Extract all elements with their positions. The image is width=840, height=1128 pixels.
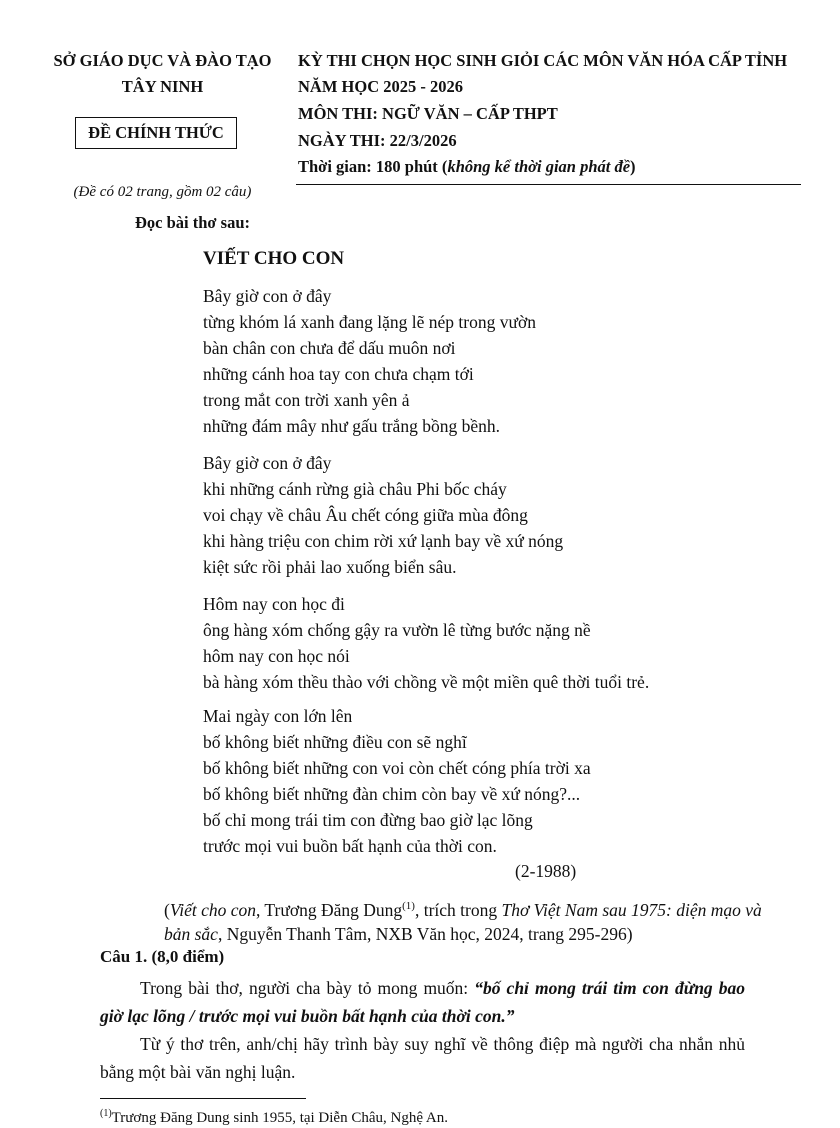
exam-subject: MÔN THI: NGỮ VĂN – CẤP THPT <box>298 104 558 123</box>
poem-title: VIẾT CHO CON <box>203 248 345 269</box>
poem-line: voi chạy về châu Âu chết cóng giữa mùa đông <box>203 505 528 525</box>
school-year: NĂM HỌC 2025 - 2026 <box>298 77 463 96</box>
duration-prefix: Thời gian: 180 phút ( <box>298 157 448 176</box>
poem-stanza-4 <box>203 703 591 859</box>
duration-note: không kể thời gian phát đề <box>447 157 631 176</box>
poem-line: bàn chân con chưa để dấu muôn nơi <box>203 338 456 358</box>
poem-line: bố không biết những điều con sẽ nghĩ <box>203 732 467 752</box>
duration-suffix: ) <box>630 157 636 176</box>
task-text: Từ ý thơ trên, anh/chị hãy trình bày suy nghĩ về thông điệp mà người cha nhắn nhủ bằng một bài văn nghị luận. <box>100 1034 745 1082</box>
question-1-prompt <box>100 974 745 1030</box>
footnote <box>100 1104 448 1128</box>
footnote-ref: (1) <box>402 900 415 912</box>
poem-line: bà hàng xóm thều thào với chồng về một miền quê thời tuổi trẻ. <box>203 672 650 692</box>
poem-line: Bây giờ con ở đây <box>203 453 332 473</box>
poem-line: Mai ngày con lớn lên <box>203 706 353 726</box>
poem-line: ông hàng xóm chống gậy ra vườn lê từng bước nặng nề <box>203 620 591 640</box>
poem-date: (2-1988) <box>515 861 577 881</box>
reading-instruction: Đọc bài thơ sau: <box>135 213 251 232</box>
province-name: TÂY NINH <box>121 77 204 96</box>
question-1-task <box>100 1030 745 1086</box>
source-author: , Trương Đăng Dung <box>256 899 403 920</box>
poem-line: khi những cánh rừng già châu Phi bốc cháy <box>203 479 507 499</box>
footnote-divider <box>100 1098 306 1099</box>
exam-date: NGÀY THI: 22/3/2026 <box>298 131 457 150</box>
department-name: SỞ GIÁO DỤC VÀ ĐÀO TẠO <box>53 51 272 70</box>
source-rest: , Nguyễn Thanh Tâm, NXB Văn học, 2024, trang 295-296) <box>217 923 633 944</box>
source-book: Thơ Việt Nam sau 1975: diện mạo và bản sắc <box>164 899 762 944</box>
poem-line: trước mọi vui buồn bất hạnh của thời con. <box>203 836 497 856</box>
poem-stanza-3 <box>203 591 649 695</box>
poem-source <box>164 894 764 946</box>
poem-line: những cánh hoa tay con chưa chạm tới <box>203 364 474 384</box>
poem-line: những đám mây như gấu trắng bồng bềnh. <box>203 416 500 436</box>
poem-line: bố không biết những đàn chim còn bay về xứ nóng?... <box>203 784 581 804</box>
poem-line: trong mắt con trời xanh yên ả <box>203 390 410 410</box>
poem-stanza-1 <box>203 283 536 439</box>
poem-line: Hôm nay con học đi <box>203 594 345 614</box>
prompt-quote: “bố chỉ mong trái tim con đừng bao giờ lạc lõng / trước mọi vui buồn bất hạnh của thời con.” <box>100 978 746 1026</box>
page-note: (Đề có 02 trang, gồm 02 câu) <box>73 184 252 200</box>
source-open: ( <box>164 899 170 920</box>
footnote-text: Trương Đăng Dung sinh 1955, tại Diễn Châu, Nghệ An. <box>111 1110 448 1126</box>
poem-line: bố không biết những con voi còn chết cóng phía trời xa <box>203 758 591 778</box>
poem-stanza-2 <box>203 450 563 580</box>
prompt-lead: Trong bài thơ, người cha bày tỏ mong muốn: <box>140 978 475 998</box>
poem-line: bố chỉ mong trái tim con đừng bao giờ lạc lõng <box>203 810 533 830</box>
source-mid: , trích trong <box>414 899 502 920</box>
poem-line: từng khóm lá xanh đang lặng lẽ nép trong vườn <box>203 312 536 332</box>
poem-line: khi hàng triệu con chim rời xứ lạnh bay về xứ nóng <box>203 531 564 551</box>
poem-line: Bây giờ con ở đây <box>203 286 332 306</box>
poem-line: kiệt sức rồi phải lao xuống biển sâu. <box>203 557 457 577</box>
poem-line: hôm nay con học nói <box>203 646 350 666</box>
exam-duration <box>298 154 636 180</box>
official-exam-label: ĐỀ CHÍNH THỨC <box>75 117 237 149</box>
footnote-mark: (1) <box>100 1108 112 1119</box>
question-1-heading: Câu 1. (8,0 điểm) <box>100 947 225 966</box>
exam-title: KỲ THI CHỌN HỌC SINH GIỎI CÁC MÔN VĂN HÓA CẤP TỈNH <box>298 51 788 70</box>
source-work: Viết cho con <box>169 899 256 920</box>
header-divider <box>296 184 801 185</box>
